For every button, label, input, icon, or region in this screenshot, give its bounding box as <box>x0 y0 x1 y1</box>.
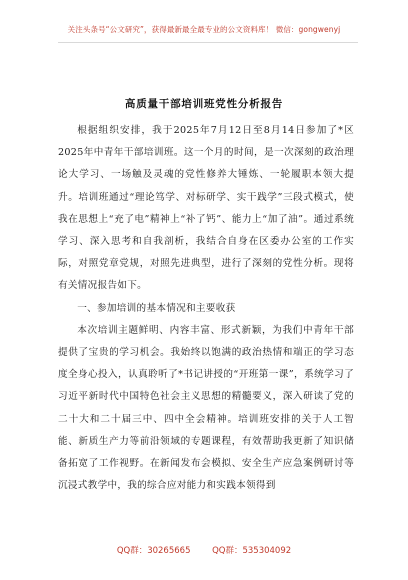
body-paragraph: 根据组织安排，我于2025年7月12日至8月14日参加了*区2025年中青年干部培训班。这一个月的时间，是一次深刻的政治理论大学习、一场触及灵魂的党性修养大锤炼、一轮履职本领大提升。培训班通过“理论笃学、对标研学、实干践学”三段式模式，使我在思想上“充了电”精神上“补了钙”、能力上“加了油”。通过系统学习、深入思考和自我剖析，我结合自身在区委办公室的工作实际，对照党章党规，对照先进典型，进行了深刻的党性分析。现将有关情况报告如下。 <box>58 125 354 292</box>
document-body <box>58 120 354 497</box>
body-paragraph: 本次培训主题鲜明、内容丰富、形式新颖，为我们中青年干部提供了宝贵的学习机会。我始终以饱满的政治热情和端正的学习态度全身心投入，认真聆听了*书记讲授的“开班第一课”，系统学习了习近平新时代中国特色社会主义思想的精髓要义，深入研读了党的二十大和二十届三中、四中全会精神。培训班安排的关于人工智能、新质生产力等前沿领域的专题课程，有效帮助我更新了知识储备拓宽了工作视野。在新闻发布会模拟、安全生产应急案例研讨等沉浸式教学中，我的综合应对能力和实践本领得到 <box>58 324 354 492</box>
footer-contact-info: QQ群：30265665 QQ群：535304092 <box>116 546 292 556</box>
document-title: 高质量干部培训班党性分析报告 <box>124 98 284 110</box>
header-promo-note: 关注头条号“公文研究”，获得最新最全最专业的公文资料库！ 微信：gongwenyj <box>67 25 341 34</box>
section-heading: 一、参加培训的基本情况和主要收获 <box>77 302 236 314</box>
header-divider <box>58 42 358 43</box>
